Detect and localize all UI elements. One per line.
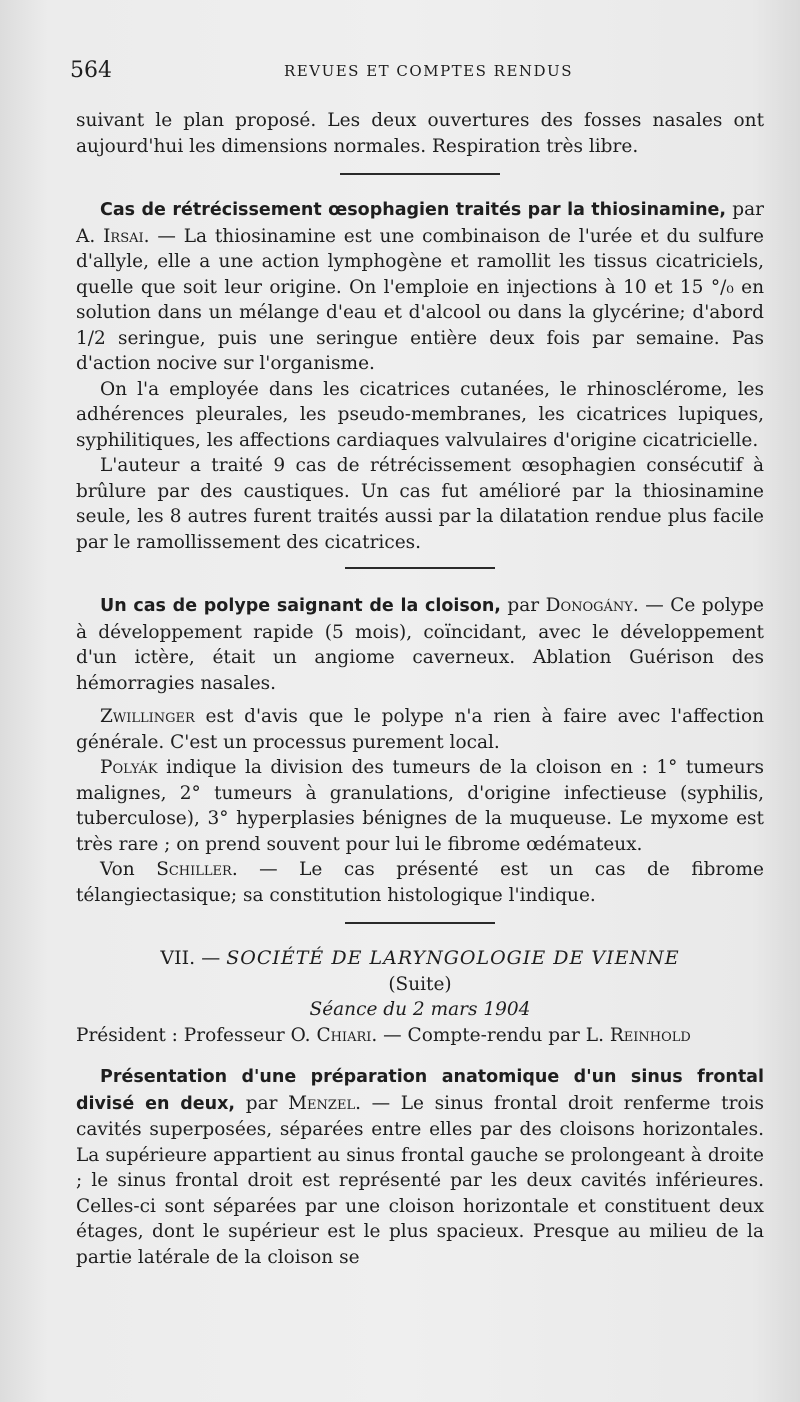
- page-header: [70, 58, 770, 88]
- thiosinamine-uses-paragraph: On l'a employée dans les cicatrices cutanées, le rhinosclérome, les adhérences pleurales, les pseudo-membranes, les cicatrices lupiques, syphilitiques, les affections cardiaques valvulaires d'origine cicatricielle.: [76, 378, 764, 451]
- president-line: [76, 1023, 764, 1049]
- report-text: . — Compte-rendu par L.: [371, 1024, 610, 1046]
- name-zwillinger: Zwillinger: [100, 706, 195, 727]
- von-text: Von: [100, 859, 157, 880]
- spacer: [76, 1048, 764, 1056]
- thiosinamine-body: . — La thiosinamine est une combinaison de l'urée et du sulfure d'allyle, elle a une action lymphogène et ramollit les tissus cicatriciels, quelle que soit leur origine. On l'emploie en injections à 10 et 15 °/₀ en solution dans un mélange d'eau et d'alcool ou dans la glycérine; d'abord 1/2 seringue, puis une seringue entière deux fois par semaine. Pas d'action nocive sur l'organisme.: [76, 225, 765, 374]
- section-number: VII. —: [160, 947, 227, 969]
- polyak-text: indique la division des tumeurs de la cloison en : 1° tumeurs malignes, 2° tumeurs à granulations, d'origine infectieuse (syphilis, tuberculose), 3° hyperplasies bénignes de la muqueuse. Le myxome est très rare ; on prend souvent pour lui le fibrome œdémateux.: [76, 757, 764, 855]
- suite-label: (Suite): [388, 973, 452, 995]
- zwillinger-paragraph: [76, 704, 764, 755]
- society-heading: [76, 946, 764, 972]
- polype-paragraph: [76, 593, 764, 696]
- author-donogany: Donogány: [545, 595, 633, 616]
- spacer: [76, 696, 764, 704]
- by-text: par: [500, 595, 546, 616]
- thiosinamine-paragraph: [76, 197, 764, 377]
- section-divider: [340, 173, 500, 175]
- by-text: par A.: [76, 199, 764, 247]
- intro-paragraph: suivant le plan proposé. Les deux ouvertures des fosses nasales ont aujourd'hui les dimensions normales. Respiration très libre.: [76, 110, 764, 157]
- zwillinger-text: est d'avis que le polype n'a rien à faire avec l'affection générale. C'est un processus purement local.: [76, 706, 764, 753]
- section-title-thiosinamine: Cas de rétrécissement œsophagien traités par la thiosinamine,: [100, 200, 727, 220]
- page-number: 564: [70, 58, 112, 83]
- author-irsai: Irsai: [103, 225, 144, 247]
- section-title-polype: Un cas de polype saignant de la cloison,: [100, 596, 501, 616]
- schiller-paragraph: [76, 857, 764, 908]
- polyak-paragraph: [76, 755, 764, 857]
- section-title-sinus: Présentation d'une préparation anatomique d'un sinus frontal divisé en deux,: [76, 1067, 764, 1114]
- president-text: Président : Professeur O.: [76, 1024, 317, 1046]
- menzel-body: . — Le sinus frontal droit renferme trois cavités superposées, séparées entre elles par des cloisons horizontales. La supérieure appartient au sinus frontal gauche se prolongeant à droite ; le sinus frontal droit est représenté par les deux cavités inférieures. Celles-ci sont séparées par une cloison horizontale et constituent deux étages, dont le supérieur est le plus spacieux. Presque au milieu de la partie latérale de la cloison se: [76, 1092, 764, 1268]
- polype-body: . — Ce polype à développement rapide (5 mois), coïncidant, avec le développement d'un ictère, était un angiome caverneux. Ablation Guérison des hémorragies nasales.: [76, 595, 764, 694]
- section-divider: [345, 922, 495, 924]
- by-text: par: [235, 1092, 289, 1114]
- name-chiari: Chiari: [316, 1024, 372, 1046]
- name-schiller: Schiller: [156, 859, 232, 880]
- seance-date: Séance du 2 mars 1904: [309, 999, 531, 1020]
- schiller-text: . — Le cas présenté est un cas de fibrome télangiectasique; sa constitution histologique l'indique.: [76, 859, 764, 906]
- page-body: [76, 108, 764, 1270]
- society-title: SOCIÉTÉ DE LARYNGOLOGIE DE VIENNE: [226, 947, 680, 969]
- name-polyak: Polyák: [100, 757, 158, 778]
- author-menzel: Menzel: [288, 1092, 356, 1114]
- running-title: REVUES ET COMPTES RENDUS: [284, 62, 573, 80]
- thiosinamine-cases-paragraph: L'auteur a traité 9 cas de rétrécissement œsophagien consécutif à brûlure par des caustiques. Un cas fut amélioré par la thiosinamine seule, les 8 autres furent traités aussi par la dilatation rendue plus facile par le ramollissement des cicatrices.: [76, 455, 764, 553]
- section-divider: [345, 567, 495, 569]
- spacer: [76, 1056, 764, 1064]
- menzel-paragraph: [76, 1064, 764, 1270]
- name-reinhold: Reinhold: [609, 1024, 691, 1046]
